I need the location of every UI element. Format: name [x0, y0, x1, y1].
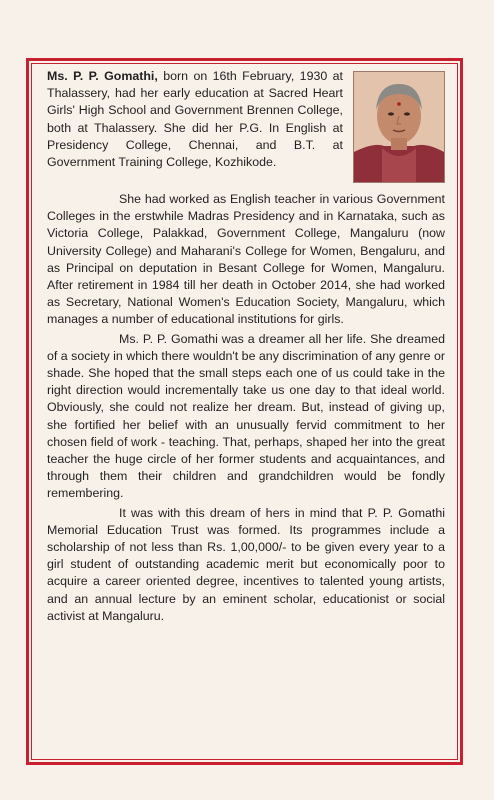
biography-text	[47, 68, 445, 625]
intro-body: born on 16th February, 1930 at Thalassery, had her early education at Sacred Heart Girls' High School and Government Brennen College, both at Thalassery. She did her P.G. In English at Presidency College, Chennai, and B.T. at Government Training College, Kozhikode.	[47, 69, 343, 170]
intro-paragraph	[47, 68, 343, 171]
portrait-image	[354, 72, 444, 182]
paragraph-dream: Ms. P. P. Gomathi was a dreamer all her life. She dreamed of a society in which there wouldn't be any discrimination of any genre or shade. She hoped that the small steps each one of us could take in the right direction would incrementally take us one day to that ideal world. Obviously, she could not realize her dream. But, instead of giving up, she fortified her belief with an unusually fervid commitment to her chosen field of work - teaching. That, perhaps, shaped her into the great teacher the huge circle of her former students and acquaintances, and through them their children and grandchildren would be fondly remembering.	[47, 331, 445, 501]
paragraph-trust: It was with this dream of hers in mind that P. P. Gomathi Memorial Education Trust was formed. Its programmes include a scholarship of not less than Rs. 1,00,000/- to be given every year to a girl student of outstanding academic merit but economically poor to acquire a career oriented degree, incentives to talented young artists, and an annual lecture by an eminent scholar, educationist or social activist at Mangaluru.	[47, 505, 445, 623]
paragraph-career: She had worked as English teacher in various Government Colleges in the erstwhile Madras Presidency and in Karnataka, such as Victoria College, Palakkad, Government College, Mangaluru (now University College) and Maharani's College for Women, Bengaluru, and as Principal on deputation in Besant College for Women, Mangaluru. After retirement in 1984 till her death in October 2014, she had worked as Secretary, National Women's Education Society, Mangaluru, which manages a number of educational institutions for girls.	[47, 192, 445, 327]
person-name: Ms. P. P. Gomathi,	[47, 69, 158, 83]
portrait-photo	[353, 71, 445, 183]
intro-section	[47, 68, 445, 189]
